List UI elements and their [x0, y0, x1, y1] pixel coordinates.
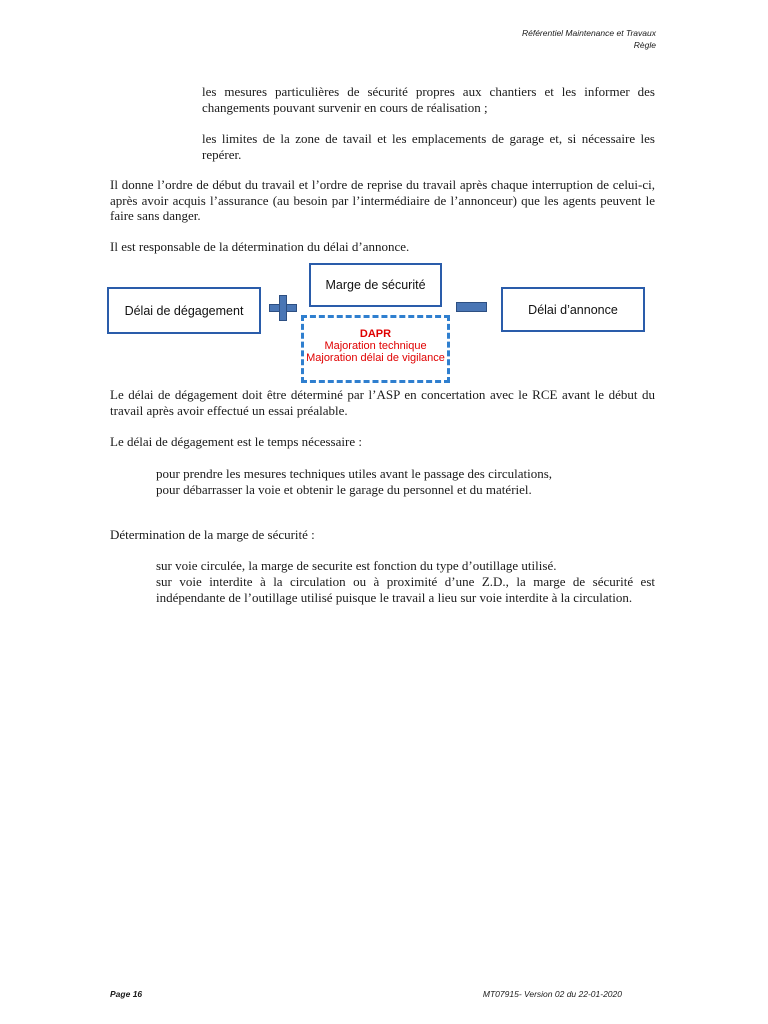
plus-icon-vertical	[279, 295, 287, 321]
header-subtitle: Règle	[633, 40, 656, 50]
box-marge-securite: Marge de sécurité	[309, 263, 442, 307]
footer-reference: MT07915- Version 02 du 22-01-2020	[482, 989, 622, 999]
list-item: sur voie circulée, la marge de securite est fonction du type d’outillage utilisé.	[156, 558, 557, 573]
list-item: pour prendre les mesures techniques utiles avant le passage des circulations,	[156, 466, 553, 481]
paragraph-ordre: Il donne l’ordre de début du travail et l’ordre de reprise du travail après chaque interruption de celui-ci, après avoir acquis l’assurance (au besoin par l’intermédiaire de l’annonceur) que les agents peuvent le faire sans danger.	[110, 177, 655, 223]
box-dapr	[301, 315, 450, 383]
footer-page	[110, 989, 142, 999]
page-number: 16	[132, 989, 143, 999]
box-delai-degagement: Délai de dégagement	[107, 287, 261, 334]
dapr-majoration-vigilance: Majoration délai de vigilance	[306, 352, 445, 364]
page-label: Page	[110, 989, 131, 999]
paragraph-mesures: les mesures particulières de sécurité propres aux chantiers et les informer des changements pouvant survenir en cours de réalisation ;	[202, 84, 655, 115]
equals-icon	[456, 302, 487, 312]
paragraph-determination-degagement: Le délai de dégagement doit être déterminé par l’ASP en concertation avec le RCE avant le début du travail après avoir effectué un essai préalable.	[110, 387, 655, 418]
list-item: sur voie interdite à la circulation ou à proximité d’une Z.D., la marge de sécurité est indépendante de l’outillage utilisé puisque le travail a lieu sur voie interdite à la circulation.	[156, 574, 655, 605]
dapr-title: DAPR	[359, 328, 392, 340]
dapr-majoration-technique: Majoration technique	[324, 340, 427, 352]
paragraph-temps-necessaire: Le délai de dégagement est le temps nécessaire :	[110, 434, 362, 449]
paragraph-responsable: Il est responsable de la détermination du délai d’annonce.	[110, 239, 410, 254]
list-item: pour débarrasser la voie et obtenir le garage du personnel et du matériel.	[156, 482, 532, 497]
paragraph-marge: Détermination de la marge de sécurité :	[110, 527, 315, 542]
paragraph-limites: les limites de la zone de tavail et les emplacements de garage et, si nécessaire les repérer.	[202, 131, 655, 162]
header-title: Référentiel Maintenance et Travaux	[521, 28, 656, 38]
box-delai-annonce: Délai d’annonce	[501, 287, 645, 332]
